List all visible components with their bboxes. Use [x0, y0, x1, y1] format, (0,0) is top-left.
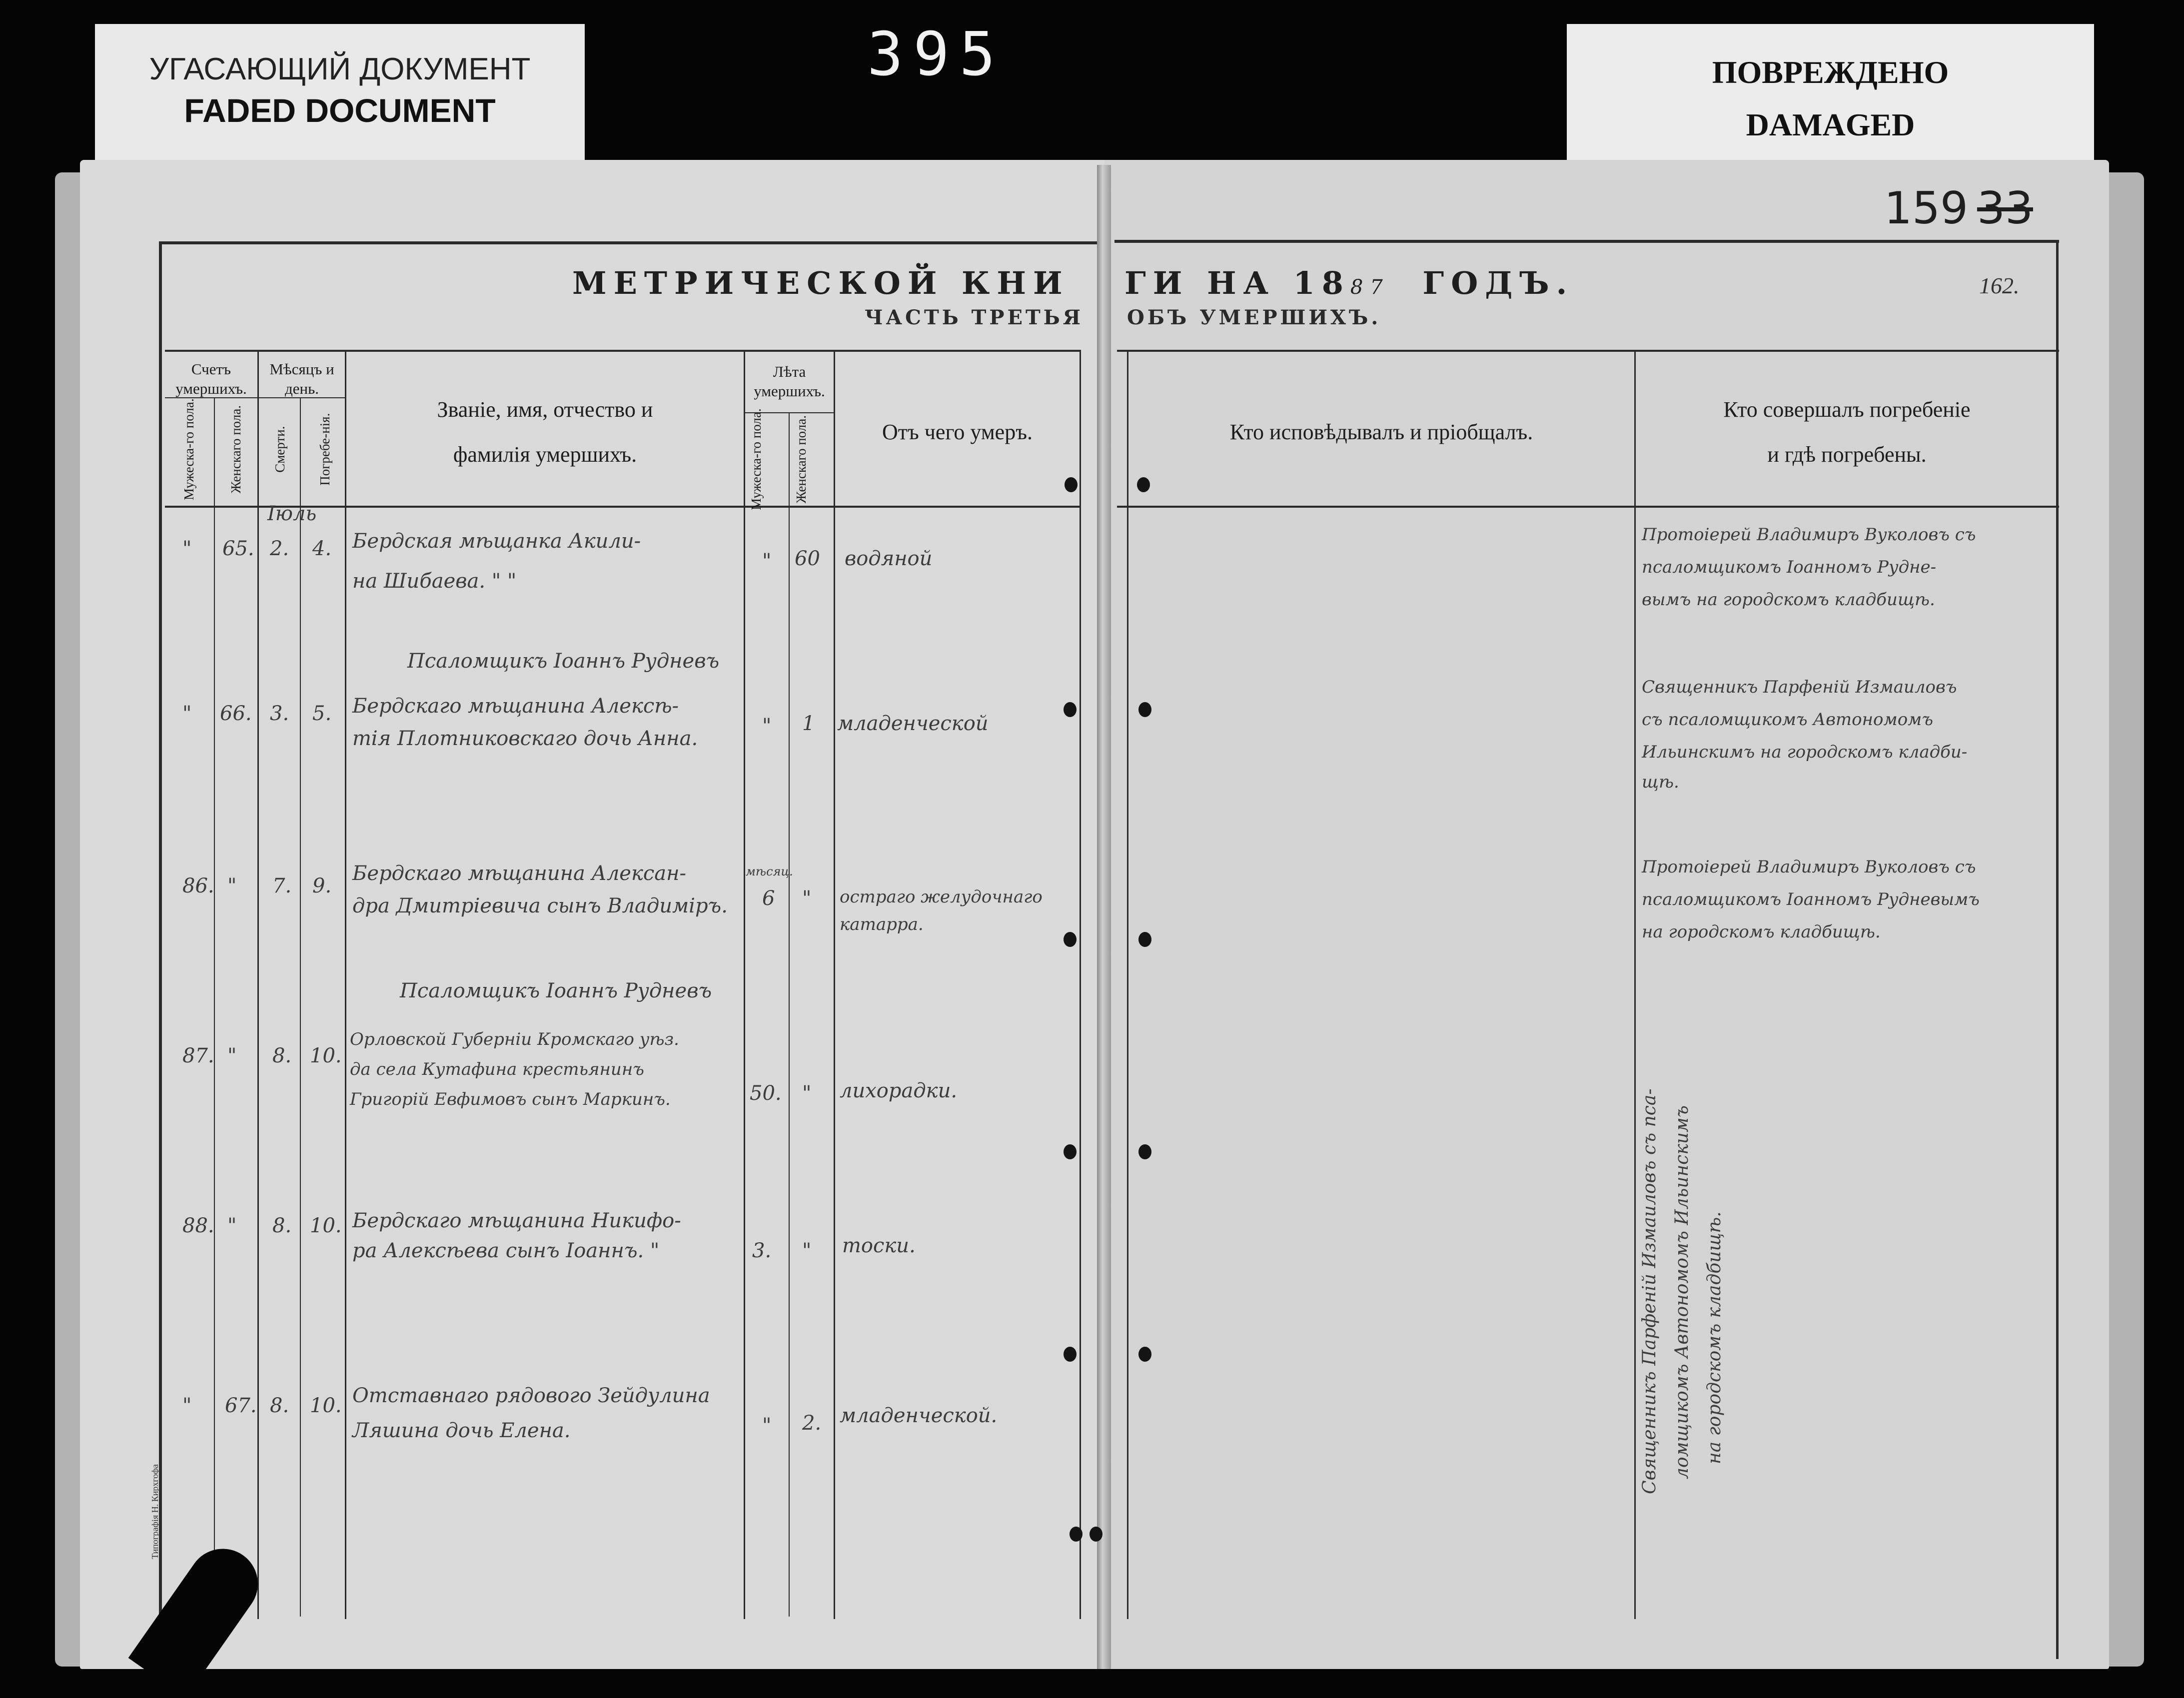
faded-label-russian: УГАСАЮЩИЙ ДОКУМЕНТ	[149, 52, 531, 86]
entry6-female-no: 67.	[225, 1394, 257, 1417]
col-line-3	[300, 397, 301, 1617]
stitch-hole	[1064, 1144, 1077, 1159]
entry2-psalmist-note: Псаломщикъ Іоаннъ Рудневъ	[407, 650, 720, 673]
frame-number: 395	[867, 20, 1006, 89]
count-female-header: Женскаго пола.	[228, 405, 243, 494]
page-number	[1884, 182, 2033, 234]
entry2-burial-line2: съ псаломщикомъ Автономомъ	[1642, 710, 1934, 730]
entry4-name-line2: да села Кутафина крестьянинъ	[350, 1059, 644, 1079]
burial-day-header: Погребе-нія.	[317, 413, 332, 486]
entry4-age-male: 50.	[750, 1082, 782, 1105]
death-day-header: Смерти.	[272, 426, 287, 473]
entry6-name-line2: Ляшина дочь Елена.	[352, 1419, 571, 1442]
col-line-9	[1127, 350, 1128, 1619]
entry5-death-day: 8.	[272, 1214, 292, 1237]
right-page	[1104, 160, 2109, 1669]
col-line-7	[834, 350, 835, 1619]
entry5-name-line1: Бердскаго мѣщанина Никифо-	[352, 1209, 681, 1232]
col-line-2	[257, 350, 259, 1619]
register-section: ОБЪ УМЕРШИХЪ.	[1127, 306, 1381, 329]
vertical-burial-line1: Священникъ Парфеній Измаиловъ съ пса-	[1639, 1088, 1660, 1494]
page-number-current: 159	[1884, 182, 1968, 234]
entry4-death-day: 8.	[272, 1044, 292, 1067]
burial-header-line2: и гдѣ погребены.	[1767, 442, 1927, 467]
left-top-border	[159, 241, 1097, 244]
entry1-male-no: "	[182, 537, 192, 560]
age-male-header: Мужеска-го пола.	[748, 408, 764, 510]
col-line-1	[214, 397, 215, 1617]
entry3-age-female: "	[802, 887, 812, 910]
entry4-cause: лихорадки.	[840, 1079, 958, 1102]
stitch-hole	[1070, 1527, 1083, 1542]
register-title-prefix: ГИ НА 18	[1124, 265, 1350, 301]
entry4-female-no: "	[227, 1044, 237, 1067]
book-gutter	[1097, 165, 1111, 1669]
entry2-burial-line1: Священникъ Парфеній Измаиловъ	[1642, 677, 1957, 697]
entry1-name-line2: на Шибаева. " "	[352, 570, 517, 593]
damaged-label-russian: ПОВРЕЖДЕНО	[1712, 54, 1949, 90]
entry2-burial-line4: щѣ.	[1642, 772, 1679, 792]
left-side-border	[159, 241, 162, 1651]
cause-header: Отъ чего умеръ.	[882, 420, 1033, 444]
burial-header-line1: Кто совершалъ погребеніе	[1723, 397, 1971, 422]
entry1-burial-day: 4.	[312, 537, 332, 560]
entry6-name-line1: Отставнаго рядового Зейдулина	[352, 1384, 710, 1407]
stitch-hole	[1090, 1527, 1102, 1542]
entry3-age-male: 6	[762, 887, 775, 910]
entry1-burial-line3: вымъ на городскомъ кладбищѣ.	[1642, 590, 1935, 610]
entry5-age-male: 3.	[752, 1239, 772, 1262]
entry5-cause: тоски.	[842, 1234, 916, 1257]
right-header-bottom-rule	[1117, 506, 2059, 508]
entry4-psalmist-note: Псаломщикъ Іоаннъ Рудневъ	[400, 979, 712, 1002]
confessor-header: Кто исповѣдывалъ и пріобщалъ.	[1229, 420, 1533, 444]
entry2-cause: младенческой	[837, 712, 989, 735]
entry6-burial-day: 10.	[310, 1394, 342, 1417]
printed-page-number: 162.	[1979, 273, 2020, 298]
entry6-age-male: "	[762, 1414, 772, 1437]
faded-label-english: FADED DOCUMENT	[184, 92, 496, 129]
register-title-left: МЕТРИЧЕСКОЙ КНИ	[572, 265, 1070, 301]
entry1-burial-line1: Протоіерей Владимиръ Вуколовъ съ	[1642, 525, 1976, 545]
entry6-male-no: "	[182, 1394, 192, 1417]
entry3-burial-line2: псаломщикомъ Іоанномъ Рудневымъ	[1642, 889, 1980, 909]
register-part: ЧАСТЬ ТРЕТЬЯ	[865, 306, 1084, 329]
entry3-female-no: "	[227, 874, 237, 897]
name-header-line2: фамилія умершихъ.	[453, 442, 637, 467]
entry5-burial-day: 10.	[310, 1214, 342, 1237]
entry6-cause: младенческой.	[840, 1404, 998, 1427]
entry3-burial-line3: на городскомъ кладбищѣ.	[1642, 922, 1881, 942]
entry3-burial-line1: Протоіерей Владимиръ Вуколовъ съ	[1642, 857, 1976, 877]
entry3-burial-day: 9.	[312, 874, 332, 897]
entry3-cause-line1: остраго желудочнаго	[840, 887, 1043, 907]
count-header: Счетъ умершихъ.	[175, 360, 247, 397]
entry1-name-line1: Бердская мѣщанка Акили-	[352, 530, 641, 553]
entry1-age-female: 60	[795, 547, 820, 570]
entry5-age-female: "	[802, 1239, 812, 1262]
entry3-male-no: 86.	[182, 874, 214, 897]
entry2-burial-line3: Ильинскимъ на городскомъ кладби-	[1642, 742, 1968, 762]
entry1-cause: водяной	[845, 547, 933, 570]
age-female-header: Женскаго пола.	[793, 415, 809, 504]
stitch-hole	[1138, 932, 1151, 947]
damaged-label-english: DAMAGED	[1746, 107, 1915, 142]
stitch-hole	[1064, 932, 1077, 947]
month-note: Іюль	[267, 502, 317, 525]
entry3-name-line2: дра Дмитріевича сынъ Владиміръ.	[352, 894, 728, 917]
col-line-5	[744, 350, 745, 1619]
entry3-death-day: 7.	[272, 874, 292, 897]
entry5-name-line2: ра Алексѣева сынъ Іоаннъ. "	[352, 1239, 660, 1262]
stitch-hole	[1065, 477, 1078, 492]
entry3-cause-line2: катарра.	[840, 914, 924, 934]
right-header-top-rule	[1117, 350, 2059, 352]
entry2-burial-day: 5.	[312, 702, 332, 725]
age-header: Лѣта умершихъ.	[754, 363, 825, 400]
entry1-age-male: "	[762, 550, 772, 573]
entry4-burial-day: 10.	[310, 1044, 342, 1067]
printer-mark: Типографія Н. Кирхгофа	[150, 1464, 160, 1559]
stitch-hole	[1138, 1144, 1151, 1159]
count-male-header: Мужеска-го пола.	[181, 398, 196, 500]
name-header	[346, 387, 744, 477]
entry6-death-day: 8.	[270, 1394, 289, 1417]
left-header-top-rule	[165, 350, 1080, 352]
register-title-right	[1124, 265, 1574, 301]
burial-header	[1636, 387, 2058, 477]
entry4-age-female: "	[802, 1082, 812, 1105]
entry2-age-male: "	[762, 715, 772, 738]
vertical-burial-line2: ломщикомъ Автономомъ Ильинскимъ	[1672, 1105, 1692, 1479]
register-year-suffix: 87	[1350, 276, 1390, 299]
entry2-age-female: 1	[802, 712, 815, 735]
col-line-8	[1080, 350, 1081, 1619]
stitch-hole	[1138, 1347, 1151, 1362]
entry2-female-no: 66.	[220, 702, 252, 725]
entry5-male-no: 88.	[182, 1214, 214, 1237]
entry2-name-line2: тія Плотниковскаго дочь Анна.	[352, 727, 698, 750]
entry3-name-line1: Бердскаго мѣщанина Алексан-	[352, 862, 686, 885]
entry1-death-day: 2.	[270, 537, 289, 560]
entry2-death-day: 3.	[270, 702, 289, 725]
entry4-name-line1: Орловской Губерніи Кромскаго уѣз.	[350, 1029, 679, 1049]
right-top-border	[1114, 240, 2059, 243]
entry5-female-no: "	[227, 1214, 237, 1237]
page-number-struck: 33	[1977, 182, 2033, 234]
stitch-hole	[1137, 477, 1150, 492]
vertical-burial-line3: на городскомъ кладбищѣ.	[1704, 1211, 1725, 1464]
col-line-6	[789, 412, 790, 1617]
entry4-male-no: 87.	[182, 1044, 214, 1067]
entry4-name-line3: Григорій Евфимовъ сынъ Маркинъ.	[350, 1089, 671, 1109]
faded-document-label	[95, 24, 585, 164]
register-title-end: ГОДЪ.	[1422, 265, 1574, 301]
entry3-age-note: мѣсяц.	[746, 864, 793, 878]
col-line-10	[1634, 350, 1636, 1619]
entry2-male-no: "	[182, 702, 192, 725]
stitch-hole	[1064, 702, 1077, 717]
entry1-female-no: 65.	[222, 537, 254, 560]
entry2-name-line1: Бердскаго мѣщанина Алексѣ-	[352, 695, 679, 718]
stitch-hole	[1064, 1347, 1077, 1362]
damaged-document-label	[1567, 24, 2094, 169]
entry1-burial-line2: псаломщикомъ Іоанномъ Рудне-	[1642, 557, 1937, 577]
stitch-hole	[1138, 702, 1151, 717]
col-line-4	[345, 350, 346, 1619]
name-header-line1: Званіе, имя, отчество и	[437, 397, 653, 422]
month-day-header: Мѣсяцъ и день.	[269, 360, 334, 397]
entry6-age-female: 2.	[802, 1412, 822, 1435]
